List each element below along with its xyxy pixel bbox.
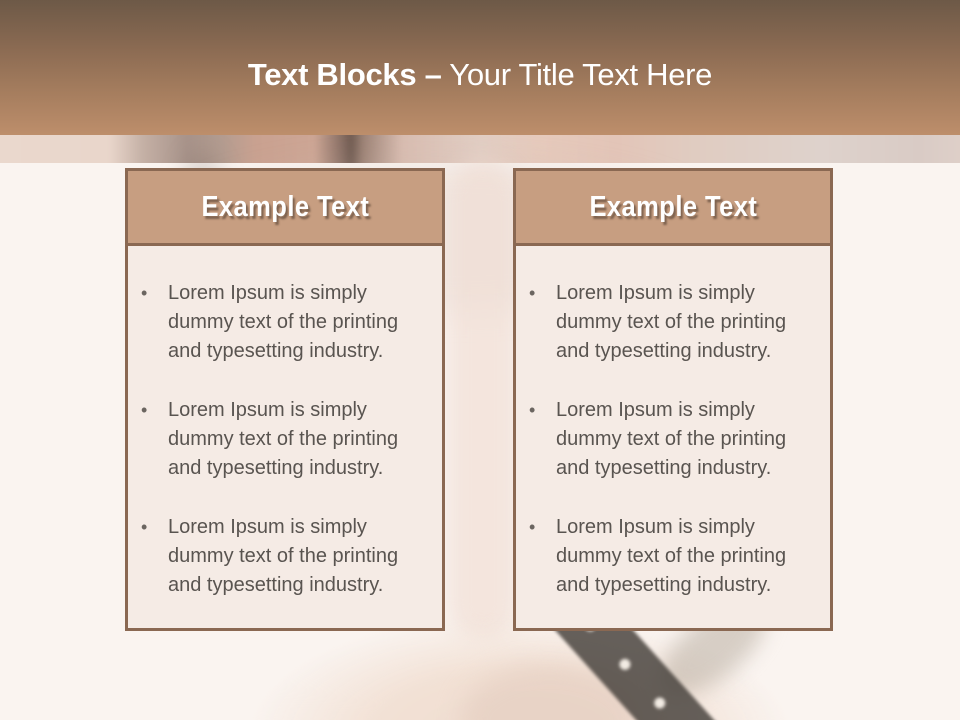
- text-block-1: [125, 168, 445, 631]
- photo-band: [0, 135, 960, 163]
- title-banner: [0, 0, 960, 135]
- text-block-2-body: [516, 246, 830, 600]
- bullet-item: [529, 279, 816, 366]
- text-block-2: [513, 168, 833, 631]
- bullet-item: [141, 396, 428, 483]
- bullet-text: Lorem Ipsum is simply dummy text of the printing and typesetting industry.: [168, 516, 399, 596]
- bullet-text: Lorem Ipsum is simply dummy text of the printing and typesetting industry.: [168, 399, 399, 479]
- slide-title-regular: Your Title Text Here: [441, 56, 713, 92]
- text-block-2-header-label: Example Text: [589, 190, 757, 223]
- text-block-1-body: [128, 246, 442, 600]
- bullet-glyph: •: [529, 400, 536, 420]
- text-block-1-header: [128, 171, 442, 246]
- bullet-item: [529, 513, 816, 600]
- bullet-item: [529, 396, 816, 483]
- bullet-text: Lorem Ipsum is simply dummy text of the printing and typesetting industry.: [556, 282, 787, 362]
- bullet-item: [141, 279, 428, 366]
- bullet-text: Lorem Ipsum is simply dummy text of the printing and typesetting industry.: [168, 282, 399, 362]
- slide-title-bold: Text Blocks –: [247, 56, 442, 92]
- slide-title: [248, 43, 712, 93]
- bullet-glyph: •: [141, 400, 148, 420]
- photo-neck-highlight: [448, 160, 518, 640]
- text-block-1-header-label: Example Text: [201, 190, 369, 223]
- bullet-glyph: •: [529, 517, 536, 537]
- bullet-glyph: •: [141, 517, 148, 537]
- bullet-item: [141, 513, 428, 600]
- bullet-text: Lorem Ipsum is simply dummy text of the printing and typesetting industry.: [556, 516, 787, 596]
- bullet-glyph: •: [141, 283, 148, 303]
- photo-band-image: [0, 135, 960, 163]
- text-block-2-header: [516, 171, 830, 246]
- bullet-glyph: •: [529, 283, 536, 303]
- bullet-text: Lorem Ipsum is simply dummy text of the printing and typesetting industry.: [556, 399, 787, 479]
